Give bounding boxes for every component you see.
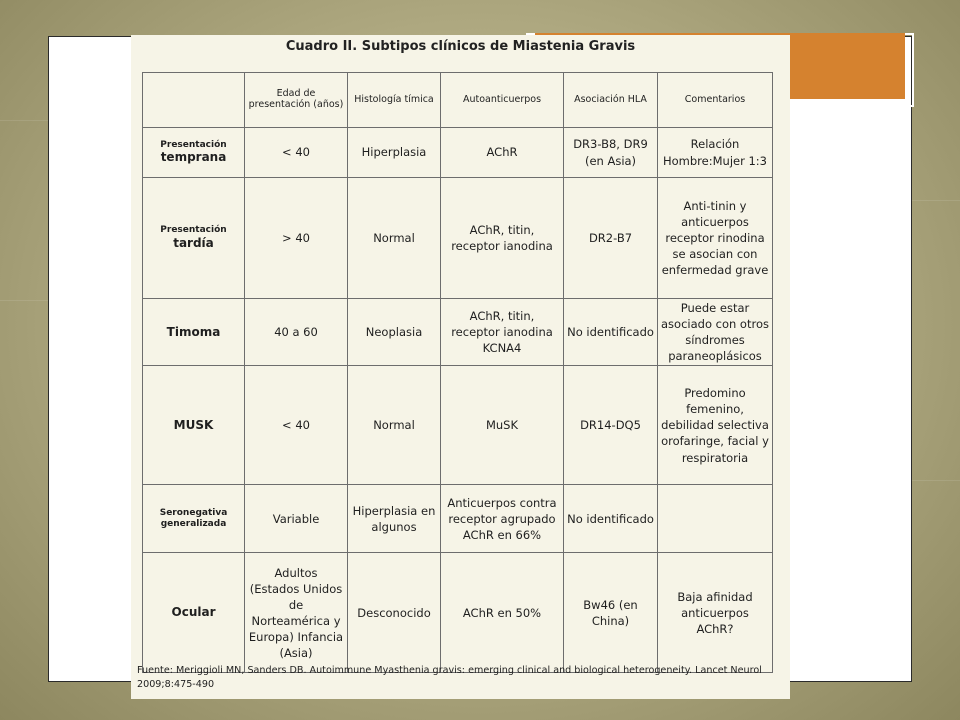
histology-cell: Hiperplasia: [348, 128, 441, 178]
row-label: [143, 178, 245, 299]
age-cell: Variable: [245, 485, 348, 553]
header-cell: [143, 73, 245, 128]
table-row: [143, 178, 773, 299]
hla-cell: DR14-DQ5: [564, 366, 658, 485]
comments-cell: Baja afinidad anticuerpos AChR?: [658, 553, 773, 673]
row-label: [143, 299, 245, 366]
antibodies-cell: AChR en 50%: [441, 553, 564, 673]
hla-cell: DR3-B8, DR9 (en Asia): [564, 128, 658, 178]
row-label: [143, 128, 245, 178]
source-citation: Fuente: Meriggioli MN, Sanders DB. Autoimmune Myasthenia gravis: emerging clinical and biological heterogeneity. Lancet Neurol 2009;8:475-490: [137, 665, 762, 691]
hla-cell: No identificado: [564, 485, 658, 553]
table-row: [143, 128, 773, 178]
histology-cell: Hiperplasia en algunos: [348, 485, 441, 553]
document-image: [131, 35, 790, 699]
comments-cell: Predomino femenino, debilidad selectiva orofaringe, facial y respiratoria: [658, 366, 773, 485]
age-cell: < 40: [245, 366, 348, 485]
age-cell: < 40: [245, 128, 348, 178]
antibodies-cell: Anticuerpos contra receptor agrupado AChR en 66%: [441, 485, 564, 553]
header-cell: Asociación HLA: [564, 73, 658, 128]
row-label-sub: Presentación: [160, 225, 227, 236]
histology-cell: Desconocido: [348, 553, 441, 673]
age-cell: > 40: [245, 178, 348, 299]
row-label: [143, 553, 245, 673]
header-cell: Autoanticuerpos: [441, 73, 564, 128]
age-cell: 40 a 60: [245, 299, 348, 366]
row-label-main: temprana: [160, 150, 227, 165]
histology-cell: Normal: [348, 178, 441, 299]
age-cell: Adultos (Estados Unidos de Norteamérica y Europa) Infancia (Asia): [245, 553, 348, 673]
header-row: [143, 73, 773, 128]
antibodies-cell: AChR, titin, receptor ianodina: [441, 178, 564, 299]
table-title: Cuadro II. Subtipos clínicos de Miastenia Gravis: [285, 39, 636, 54]
row-label-main: MUSK: [173, 417, 214, 432]
hla-cell: Bw46 (en China): [564, 553, 658, 673]
table-row: [143, 485, 773, 553]
hla-cell: DR2-B7: [564, 178, 658, 299]
histology-cell: Normal: [348, 366, 441, 485]
row-label: [143, 485, 245, 553]
subtypes-table: [142, 72, 773, 673]
histology-cell: Neoplasia: [348, 299, 441, 366]
comments-cell: Anti-tinin y anticuerpos receptor rinodina se asocian con enfermedad grave: [658, 178, 773, 299]
comments-cell: Relación Hombre:Mujer 1:3: [658, 128, 773, 178]
table-row: [143, 553, 773, 673]
antibodies-cell: AChR: [441, 128, 564, 178]
row-label: [143, 366, 245, 485]
row-label-main: Timoma: [166, 324, 221, 339]
header-cell: Comentarios: [658, 73, 773, 128]
comments-cell: Puede estar asociado con otros síndromes paraneoplásicos: [658, 299, 773, 366]
row-label-main: Ocular: [171, 605, 216, 620]
antibodies-cell: MuSK: [441, 366, 564, 485]
table-row: [143, 366, 773, 485]
header-cell: Edad de presentación (años): [245, 73, 348, 128]
hla-cell: No identificado: [564, 299, 658, 366]
table-row: [143, 299, 773, 366]
row-label-main: tardía: [173, 235, 214, 250]
antibodies-cell: AChR, titin, receptor ianodina KCNA4: [441, 299, 564, 366]
comments-cell: [658, 485, 773, 553]
row-label-sub: Seronegativa generalizada: [159, 508, 228, 529]
row-label-sub: Presentación: [160, 139, 227, 150]
header-cell: Histología tímica: [348, 73, 441, 128]
